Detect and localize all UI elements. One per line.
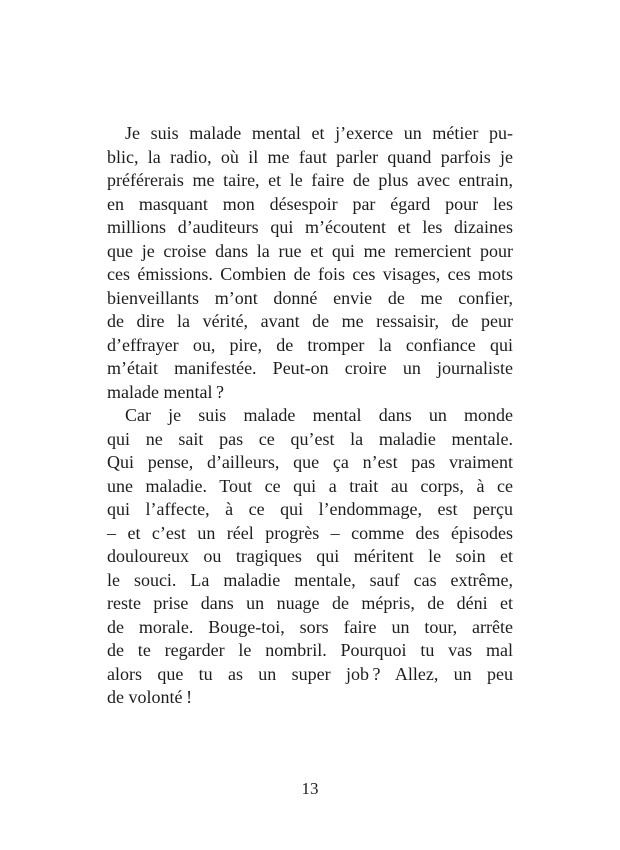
text-line: de volonté ! — [107, 687, 193, 707]
text-line: reste prise dans un nuage de mépris, de déni et — [107, 593, 513, 613]
text-line: en masquant mon désespoir par égard pour les — [107, 193, 513, 214]
text-line: douloureux ou tragiques qui méritent le soin et — [107, 546, 513, 566]
text-line: bienveillants m’ont donné envie de me confier, — [107, 287, 513, 308]
text-line: Qui pense, d’ailleurs, que ça n’est pas vraiment — [107, 452, 513, 472]
page-text — [107, 122, 513, 710]
text-line: de te regarder le nombril. Pourquoi tu vas mal — [107, 640, 513, 660]
paragraph — [107, 122, 513, 404]
text-line: millions d’auditeurs qui m’écoutent et les dizaines — [107, 217, 513, 237]
text-line: le souci. La maladie mentale, sauf cas extrême, — [107, 569, 513, 590]
text-line: d’effrayer ou, pire, de tromper la confiance qui — [107, 334, 513, 355]
text-line: qui l’affecte, à ce qui l’endommage, est perçu — [107, 499, 513, 519]
paragraph — [107, 404, 513, 710]
text-line: que je croise dans la rue et qui me remercient pour — [107, 240, 513, 261]
text-line: ces émissions. Combien de fois ces visages, ces mots — [107, 264, 513, 284]
page-number: 13 — [301, 779, 319, 798]
text-line: alors que tu as un super job ? Allez, un peu — [107, 663, 513, 684]
text-line: Car je suis malade mental dans un monde — [125, 405, 513, 425]
text-line: préférerais me taire, et le faire de plus avec entrain, — [107, 170, 513, 190]
text-line: qui ne sait pas ce qu’est la maladie mentale. — [107, 428, 513, 449]
text-line: de morale. Bouge-toi, sors faire un tour, arrête — [107, 616, 513, 637]
text-line: Je suis malade mental et j’exerce un métier pu- — [125, 123, 513, 143]
text-line: malade mental ? — [107, 381, 225, 402]
text-line: m’était manifestée. Peut-on croire un journaliste — [107, 358, 513, 378]
text-line: de dire la vérité, avant de me ressaisir, de peur — [107, 311, 513, 331]
text-line: – et c’est un réel progrès – comme des épisodes — [107, 522, 513, 543]
text-line: une maladie. Tout ce qui a trait au corps, à ce — [107, 475, 513, 496]
text-line: blic, la radio, où il me faut parler quand parfois je — [107, 146, 513, 167]
